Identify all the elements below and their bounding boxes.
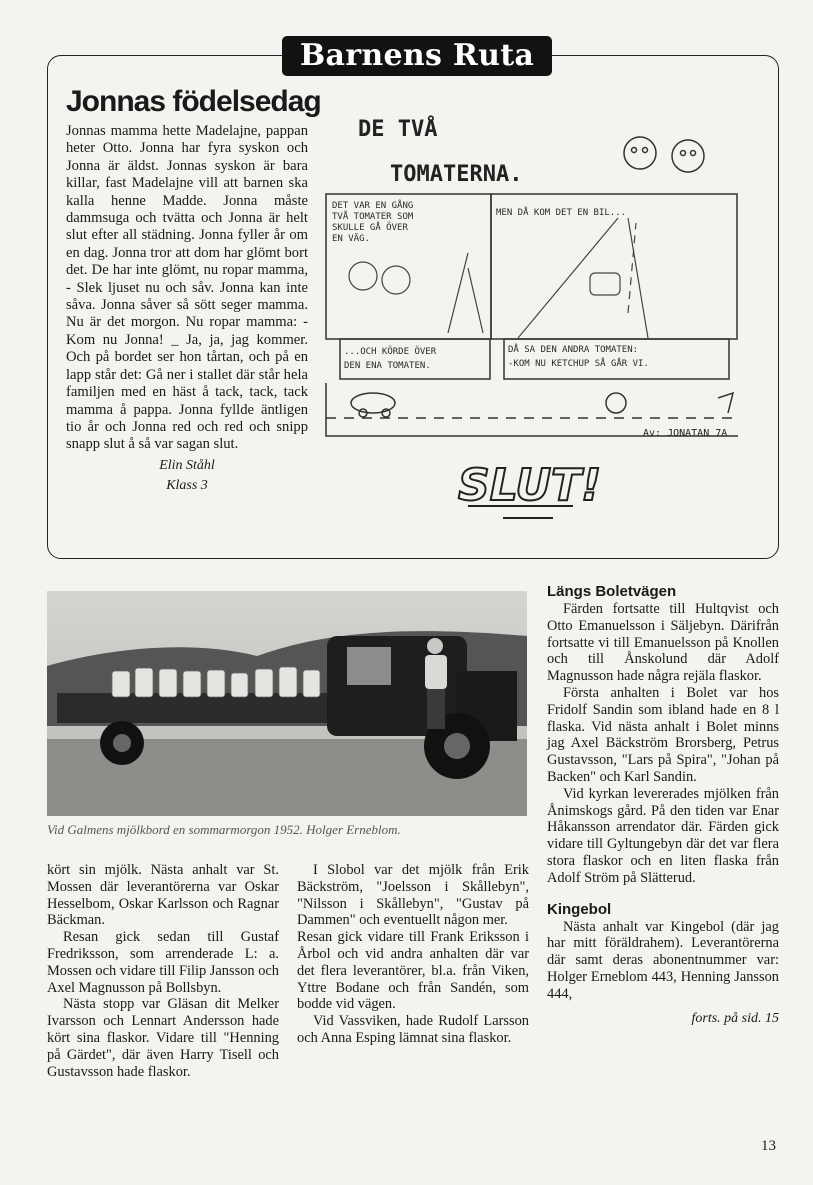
panel1-text: DET VAR EN GÅNG TVÅ TOMATER SOM SKULLE GÅ ÖVER EN VÄG. [332, 201, 414, 244]
article-column-2 [297, 862, 529, 1047]
col2-para-2: Resan gick vidare till Frank Eriksson i Årbol och vid andra anhalten där var det flera leverantörer, bl.a. från Viken, Yttre Bodane och från Sandén, som bodde vid vägen. [297, 929, 529, 1013]
comic-panel-3 [340, 339, 490, 379]
road-car-sketch-icon [518, 218, 648, 338]
comic-ending: SLUT! [458, 460, 602, 511]
col3-para-2: Första anhalten i Bolet var hos Fridolf Sandin som ibland hade en 8 l flaska. Vid nästa anhalt i Bolet minns jag Axel Bäckström Brorsberg, Petrus Gustavsson, "Lars på Spira", "Johan på Backen" och Karl Sandin. [547, 684, 779, 785]
col3-para-1: Färden fortsatte till Hultqvist och Otto Emanuelsson i Säljebyn. Därifrån fortsatte vi till Emanuelsson på Knollen och till Ånskolund där Adolf Magnusson hade några rejäla flaskor. [547, 601, 779, 685]
col1-para-1: kört sin mjölk. Nästa anhalt var St. Mossen där leverantörerna var Oskar Hesselbom, Oskar Karlsson och Ragnar Bäckman. [47, 862, 279, 929]
story-class: Klass 3 [166, 477, 208, 493]
tomato-pair-icon [624, 137, 704, 172]
col1-para-3: Nästa stopp var Gläsan dit Melker Ivarsson och Lennart Andersson hade kört sina flaskor. Vidare till "Henning på Gärdet", där även Harry Tisell och Gustavsson hade flaskor. [47, 996, 279, 1080]
heading-kingebol: Kingebol [547, 900, 612, 918]
story-body [66, 123, 308, 494]
milk-truck-photo [47, 591, 527, 816]
story-text: Jonnas mamma hette Madelajne, pappan heter Otto. Jonna har fyra syskon och Jonna är äldst. Jonnas syskon är bara killar, fast Madelajne vill att barnen ska kalla henne Madde. Jonna måste dammsuga och tvätta och Jonna är helt slut efter all städning. Jonna fyller år om en dag. Jonna tror att dom har glömt bort det. De har inte glömt, nu ropar mamma, - Slek ljuset nu och såv. Jonna kan inte såva. Jonna såver så sött seger mamma. Nu är det morgon. Nu ropar mamma: - Kom nu Jonna! _ Ja, ja, jag kommer. Och på bordet ser hon tårtan, och på en lapp står det: Gå ner i stallet där står hela familjen med en häst å tack, tack, tack mamma å pappa. Jonna fyllde äntligen tio år och Jonna red och red och snipp snapp slut å så var sagan slut. [66, 123, 308, 453]
col1-para-2: Resan gick sedan till Gustaf Fredriksson, som arrenderade L: a. Mossen och vidare till Filip Jansson och Axel Magnusson på Bollsbyn. [47, 929, 279, 996]
heading-langs-boletvagen: Längs Boletvägen [547, 583, 677, 600]
article-column-1 [47, 862, 279, 1080]
story-title: Jonnas födelsedag [66, 85, 321, 118]
col3-para-4: Nästa anhalt var Kingebol (där jag har mitt föräldrahem). Leverantörerna där samt deras abonentnummer var: Holger Erneblom 443, Henning Jansson 444, [547, 918, 779, 1002]
comic-signature: Av: JONATAN 7A [643, 428, 728, 439]
col2-para-1: I Slobol var det mjölk från Erik Bäckström, "Joelsson i Skållebyn", "Nilsson i Skållebyn", "Gustav på Dammen" och eventuellt någon mer. [297, 862, 529, 929]
continued-note: forts. på sid. 15 [691, 1010, 779, 1026]
page-number: 13 [761, 1138, 776, 1154]
story-author: Elin Ståhl [159, 457, 215, 473]
photo-caption: Vid Galmens mjölkbord en sommarmorgon 1952. Holger Erneblom. [47, 822, 401, 837]
panel2-text: MEN DÅ KOM DET EN BIL... [496, 208, 627, 218]
tomatoes-sketch-icon [349, 253, 483, 333]
panel3-text: ...OCH KÖRDE ÖVER DEN ENA TOMATEN. [344, 347, 437, 371]
col2-para-3: Vid Vassviken, hade Rudolf Larsson och Anna Esping lämnat sina flaskor. [297, 1013, 529, 1046]
article-column-3 [547, 583, 779, 1027]
comic-title-line2: TOMATERNA. [390, 162, 523, 187]
comic-title-line1: DE TVÅ [358, 117, 438, 142]
col3-para-3: Vid kyrkan levererades mjölken från Ånimskogs gård. På den tiden var Enar Håkansson arrendator där. Färden gick vidare till Gyltungebyn där det var flera stora flaskor och en liten flaska från Adolf Ström på Slätterud. [547, 785, 779, 886]
panel4-text: DÅ SA DEN ANDRA TOMATEN: -KOM NU KETCHUP SÅ GÅR VI. [508, 345, 649, 369]
comic-drawing [318, 98, 758, 538]
section-banner: Barnens Ruta [282, 36, 552, 76]
